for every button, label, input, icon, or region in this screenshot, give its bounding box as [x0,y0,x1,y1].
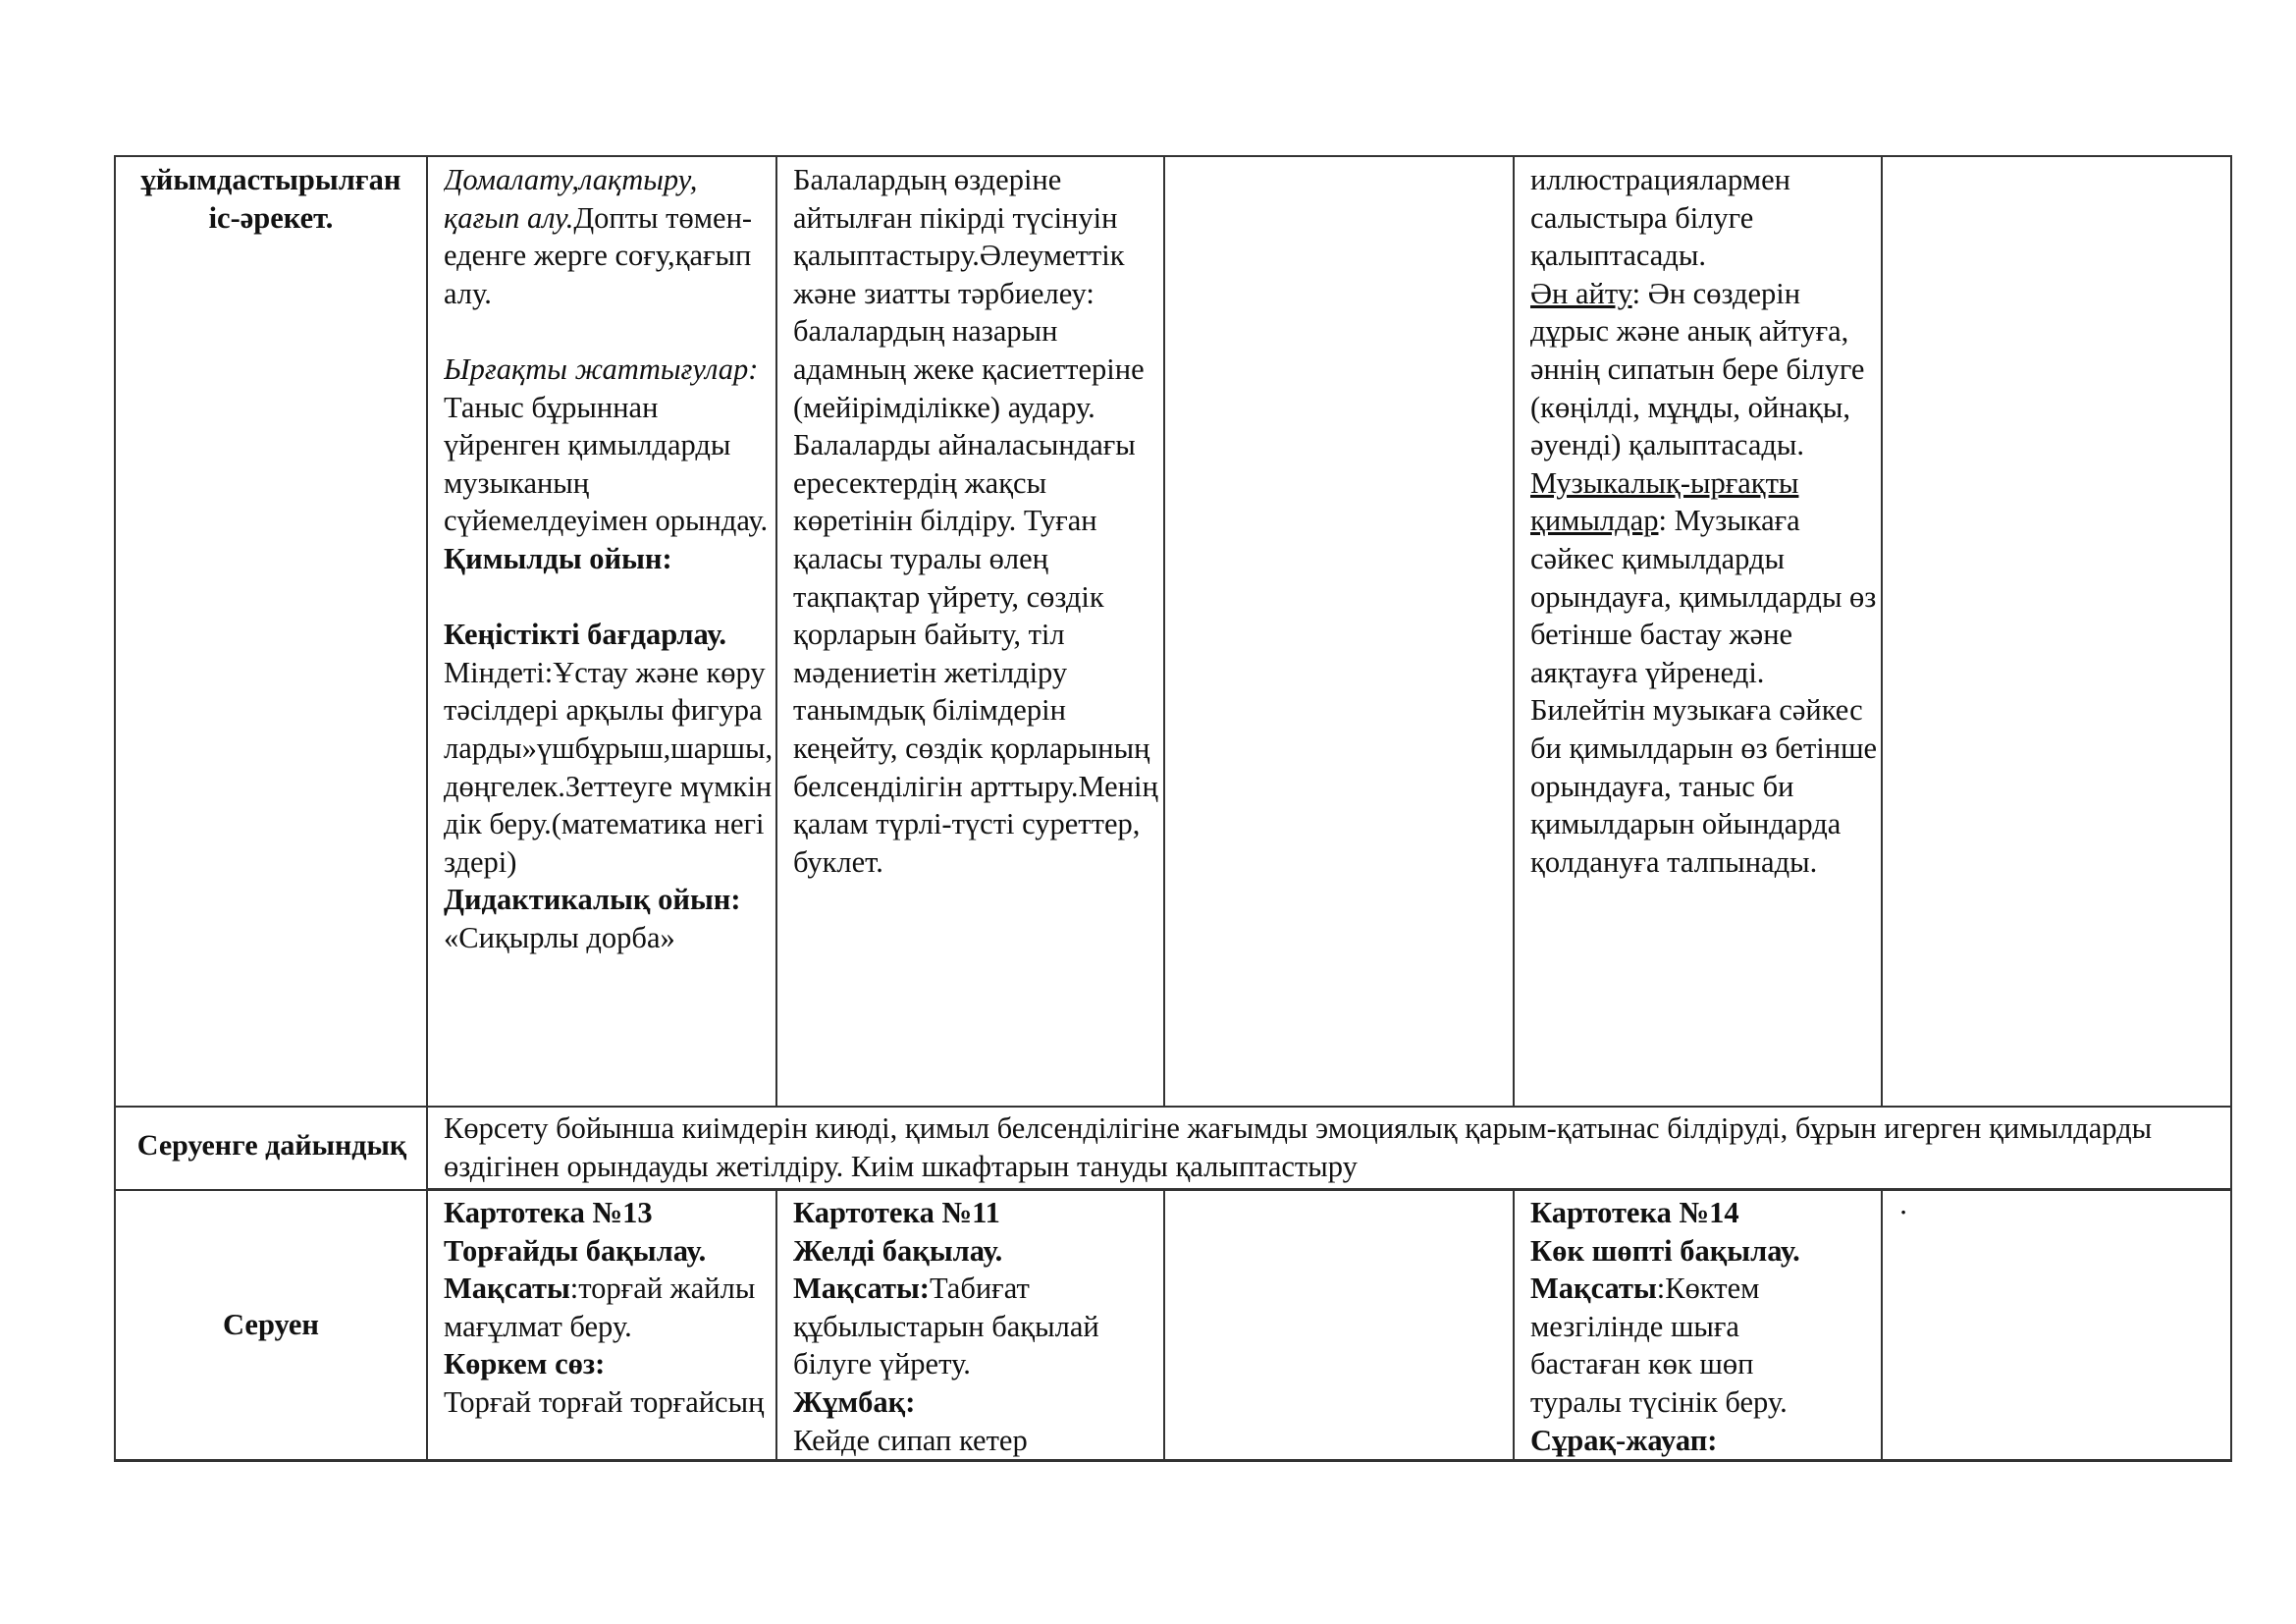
prep-text-cell [444,1110,2220,1185]
walk-col4-qa: Сұрақ-жауап: [1530,1423,1718,1457]
col-divider-3b [1163,1190,1165,1461]
activity-col1-game [444,161,774,312]
col-divider-1 [426,155,428,1461]
prep-text: Көрсету бойынша киімдерін киюді, қимыл белсенділігіне жағымды эмоциялық қарым-қатынас білдіруді, бұрын игерген қимылдарды өздігінен орындауды жетілдіру. Киім шкафтарын тануды қалыптастыру [444,1111,2153,1183]
walk-col1-goal [444,1270,774,1345]
activity-col1 [444,161,774,956]
music-paragraph [1530,464,1880,882]
walk-col4-goal-text: :Көктем мезгілінде шыға бастаған көк шөп туралы түсінік беру. [1530,1272,1788,1419]
col-divider-3 [1163,155,1165,1108]
row-divider-1 [114,1106,2232,1108]
walk-col2-goal-text: Табиғат құбылыстарын бақылай білуге үйрету. [793,1272,1099,1381]
walk-col1-observe: Торғайды бақылау. [444,1233,707,1268]
walk-col1-goal-text: :торғай жайлы мағұлмат беру. [444,1272,756,1343]
walk-col2-goal [793,1270,1162,1383]
walk-col5-mark: · [1898,1196,1909,1229]
activity-col4-intro: иллюстрациялармен салыстыра білуге қалыптасады. [1530,163,1790,273]
walk-col2-goal-label: Мақсаты: [793,1272,930,1306]
walk-col4-observe: Көк шөпті бақылау. [1530,1233,1800,1268]
col-divider-2 [775,155,777,1108]
activity-col4 [1530,161,1880,881]
sing-title: Ән айту [1530,276,1632,310]
prep-row-label [117,1127,427,1165]
music-title: Музыкалық-ырғақты қимылдар [1530,465,1799,538]
row-divider-2 [426,1188,2232,1191]
walk-col1 [444,1194,774,1459]
walk-col2-riddle: Жұмбақ: [793,1384,916,1419]
prep-label: Серуенге дайындық [136,1129,407,1162]
walk-col1-poem: Торғай торғай торғайсың [444,1384,765,1419]
walk-label: Серуен [223,1308,319,1341]
game-title: Домалату,лақтыру, қағып алу. [444,163,698,235]
activity-label-line-2: іс-әрекет. [208,200,334,235]
walk-col2 [793,1194,1162,1459]
row-divider-2-left [114,1189,426,1191]
col-divider-5b [1881,1190,1883,1461]
music-text: : Музыкаға сәйкес қимылдарды орындауға, қимылдарды өз бетінше бастау және аяқтауға үйренеді. Билейтін музыкаға сәйкес би қимылдарын өз бетінше орындауға, таныс би қимылдарын ойындарда қолдануға талпынады. [1530,504,1878,879]
activity-row-label [118,161,424,237]
col-divider-4 [1513,155,1515,1108]
movement-game-title: Қимылды ойын: [444,541,672,575]
col-divider-2b [775,1190,777,1461]
walk-col1-art-word: Көркем сөз: [444,1347,606,1381]
walk-col2-observe: Желді бақылау. [793,1233,1003,1268]
orientation-text: Міндеті:Ұстау және көру тәсілдері арқылы фигураларды»үшбұрыш,шаршы,дөңгелек.Зеттеуге мүмкіндік беру.(математика негіздері) [444,655,774,879]
sing-paragraph [1530,275,1880,464]
walk-col4-goal [1530,1270,1844,1421]
sing-text: : Ән сөздерін дұрыс және анық айтуға, әннің сипатын бере білуге (көңілді, мұңды, ойнақы, әуенді) қалыптасады. [1530,276,1865,462]
rhythm-title: Ырғақты жаттығулар: [444,352,759,386]
table-left-border [114,155,116,1461]
walk-row-label [118,1306,424,1344]
col-divider-5 [1881,155,1883,1108]
col-divider-4b [1513,1190,1515,1461]
table-bottom-border [114,1459,2232,1462]
walk-col1-card: Картотека №13 [444,1196,653,1229]
walk-col4 [1530,1194,1844,1459]
didactic-title: Дидактикалық ойын: [444,883,741,917]
plan-table [114,155,2232,1461]
activity-col2-text: Балалардың өздеріне айтылған пікірді түсінуін қалыптастыру.Әлеуметтік және зиатты тәрбиелеу: балалардың назарын адамның жеке қасиеттеріне (мейірімділікке) аудару. Балаларды айналасындағы ересектердің жақсы көретінін білдіру. Туған қаласы туралы өлең тақпақтар үйрету, сөздік қорларын байыту, тіл мәдениетін жетілдіру танымдық білімдерін кеңейту, сөздік қорларының белсенділігін арттыру.Менің қалам түрлі-түсті суреттер, буклет. [793,163,1158,879]
walk-col4-goal-label: Мақсаты [1530,1272,1657,1306]
didactic-text: «Сиқырлы дорба» [444,920,675,954]
table-top-border [114,155,2232,157]
orientation-title: Кеңістікті бағдарлау. [444,618,727,652]
walk-col4-card: Картотека №14 [1530,1196,1739,1229]
walk-col5 [1898,1194,2222,1232]
walk-col1-goal-label: Мақсаты [444,1272,570,1306]
walk-col2-riddle-text: Кейде сипап кетер [793,1423,1028,1457]
activity-col2 [793,161,1162,881]
table-right-border [2230,155,2232,1461]
activity-label-line-1: ұйымдастырылған [140,163,401,196]
walk-col2-card: Картотека №11 [793,1196,1000,1229]
game-text: Допты төмен-еденге жерге соғу,қағып алу. [444,200,753,310]
rhythm-text: Таныс бұрыннан үйренген қимылдарды музыканың сүйемелдеуімен орындау. [444,390,769,538]
